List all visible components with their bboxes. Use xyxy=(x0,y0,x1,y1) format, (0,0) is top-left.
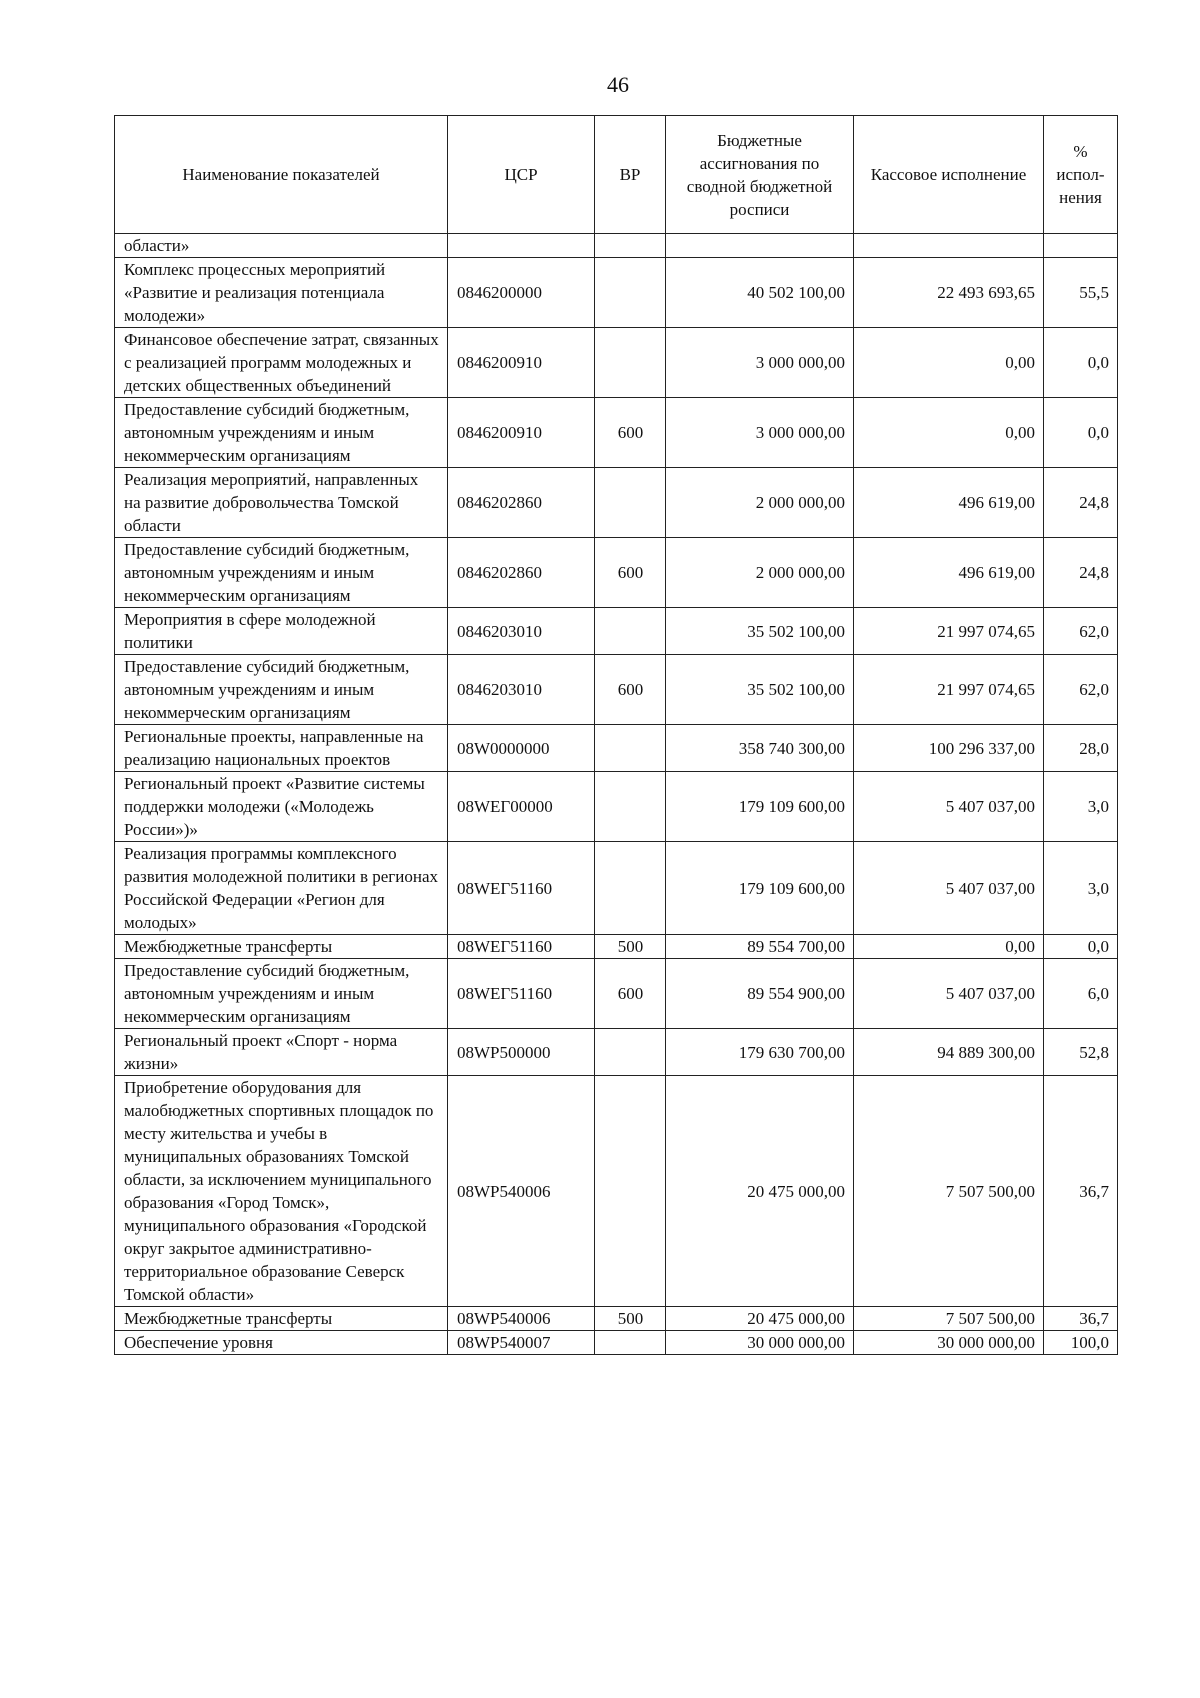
table-row xyxy=(115,772,1118,842)
row-csr: 0846202860 xyxy=(448,538,595,608)
row-vr: 500 xyxy=(595,935,666,959)
row-pct: 3,0 xyxy=(1044,772,1118,842)
row-vr: 600 xyxy=(595,538,666,608)
row-name: Предоставление субсидий бюджетным, автономным учреждениям и иным некоммерческим организациям xyxy=(115,538,448,608)
row-exec: 7 507 500,00 xyxy=(854,1076,1044,1307)
row-csr: 08W0000000 xyxy=(448,725,595,772)
row-pct: 0,0 xyxy=(1044,935,1118,959)
row-csr: 0846200910 xyxy=(448,398,595,468)
table-row xyxy=(115,398,1118,468)
budget-table xyxy=(114,115,1118,1355)
row-alloc: 40 502 100,00 xyxy=(666,258,854,328)
header-name: Наименование показателей xyxy=(115,116,448,234)
row-vr xyxy=(595,1331,666,1355)
row-csr: 0846200910 xyxy=(448,328,595,398)
table-row xyxy=(115,1029,1118,1076)
row-csr: 08WEГ00000 xyxy=(448,772,595,842)
table-row xyxy=(115,328,1118,398)
row-alloc: 179 109 600,00 xyxy=(666,842,854,935)
table-row xyxy=(115,842,1118,935)
row-csr: 0846202860 xyxy=(448,468,595,538)
row-alloc: 3 000 000,00 xyxy=(666,398,854,468)
row-csr: 0846203010 xyxy=(448,655,595,725)
row-vr: 600 xyxy=(595,655,666,725)
row-name: Предоставление субсидий бюджетным, автономным учреждениям и иным некоммерческим организациям xyxy=(115,959,448,1029)
row-vr xyxy=(595,842,666,935)
row-exec: 21 997 074,65 xyxy=(854,655,1044,725)
row-exec: 30 000 000,00 xyxy=(854,1331,1044,1355)
continuation-row xyxy=(115,234,1118,258)
row-exec: 5 407 037,00 xyxy=(854,959,1044,1029)
row-vr: 600 xyxy=(595,959,666,1029)
row-name: Реализация программы комплексного развития молодежной политики в регионах Российской Федерации «Регион для молодых» xyxy=(115,842,448,935)
row-vr xyxy=(595,328,666,398)
row-alloc: 2 000 000,00 xyxy=(666,468,854,538)
row-exec: 496 619,00 xyxy=(854,538,1044,608)
row-name: Комплекс процессных мероприятий «Развитие и реализация потенциала молодежи» xyxy=(115,258,448,328)
table-header-row xyxy=(115,116,1118,234)
row-pct: 28,0 xyxy=(1044,725,1118,772)
row-name: Приобретение оборудования для малобюджетных спортивных площадок по месту жительства и учебы в муниципальных образованиях Томской области, за исключением муниципального образования «Город Томск», муниципального образования «Городской округ закрытое административно-территориальное образование Северск Томской области» xyxy=(115,1076,448,1307)
row-vr xyxy=(595,1076,666,1307)
row-pct: 62,0 xyxy=(1044,608,1118,655)
row-csr: 08WP540006 xyxy=(448,1076,595,1307)
row-exec: 496 619,00 xyxy=(854,468,1044,538)
header-csr: ЦСР xyxy=(448,116,595,234)
row-alloc: 2 000 000,00 xyxy=(666,538,854,608)
continuation-text: области» xyxy=(115,234,448,258)
table-row xyxy=(115,468,1118,538)
row-exec: 0,00 xyxy=(854,935,1044,959)
row-csr: 08WP540006 xyxy=(448,1307,595,1331)
row-exec: 94 889 300,00 xyxy=(854,1029,1044,1076)
row-pct: 100,0 xyxy=(1044,1331,1118,1355)
row-pct: 36,7 xyxy=(1044,1076,1118,1307)
row-name: Предоставление субсидий бюджетным, автономным учреждениям и иным некоммерческим организациям xyxy=(115,398,448,468)
table-row xyxy=(115,608,1118,655)
row-pct: 24,8 xyxy=(1044,468,1118,538)
table-row xyxy=(115,538,1118,608)
row-csr: 08WEГ51160 xyxy=(448,842,595,935)
row-exec: 100 296 337,00 xyxy=(854,725,1044,772)
row-alloc: 20 475 000,00 xyxy=(666,1307,854,1331)
row-pct: 0,0 xyxy=(1044,328,1118,398)
header-alloc: Бюджетные ассигнования по сводной бюджетной росписи xyxy=(666,116,854,234)
row-alloc: 358 740 300,00 xyxy=(666,725,854,772)
row-name: Финансовое обеспечение затрат, связанных с реализацией программ молодежных и детских общественных объединений xyxy=(115,328,448,398)
row-name: Обеспечение уровня xyxy=(115,1331,448,1355)
table-row xyxy=(115,1331,1118,1355)
row-exec: 0,00 xyxy=(854,328,1044,398)
row-alloc: 179 630 700,00 xyxy=(666,1029,854,1076)
row-exec: 5 407 037,00 xyxy=(854,842,1044,935)
table-row xyxy=(115,1307,1118,1331)
row-csr: 08WP500000 xyxy=(448,1029,595,1076)
row-pct: 0,0 xyxy=(1044,398,1118,468)
row-name: Мероприятия в сфере молодежной политики xyxy=(115,608,448,655)
table-row xyxy=(115,725,1118,772)
row-pct: 52,8 xyxy=(1044,1029,1118,1076)
row-name: Реализация мероприятий, направленных на развитие добровольчества Томской области xyxy=(115,468,448,538)
row-alloc: 35 502 100,00 xyxy=(666,655,854,725)
header-pct: % испол-нения xyxy=(1044,116,1118,234)
row-exec: 0,00 xyxy=(854,398,1044,468)
row-name: Предоставление субсидий бюджетным, автономным учреждениям и иным некоммерческим организациям xyxy=(115,655,448,725)
table-row xyxy=(115,655,1118,725)
row-alloc: 35 502 100,00 xyxy=(666,608,854,655)
row-exec: 7 507 500,00 xyxy=(854,1307,1044,1331)
row-alloc: 30 000 000,00 xyxy=(666,1331,854,1355)
header-exec: Кассовое исполнение xyxy=(854,116,1044,234)
row-alloc: 179 109 600,00 xyxy=(666,772,854,842)
header-vr: ВР xyxy=(595,116,666,234)
row-pct: 3,0 xyxy=(1044,842,1118,935)
row-exec: 5 407 037,00 xyxy=(854,772,1044,842)
row-name: Региональный проект «Спорт - норма жизни» xyxy=(115,1029,448,1076)
row-vr xyxy=(595,608,666,655)
row-csr: 08WEГ51160 xyxy=(448,959,595,1029)
row-name: Региональный проект «Развитие системы поддержки молодежи («Молодежь России»)» xyxy=(115,772,448,842)
table-row xyxy=(115,959,1118,1029)
row-name: Межбюджетные трансферты xyxy=(115,935,448,959)
row-vr xyxy=(595,772,666,842)
row-pct: 62,0 xyxy=(1044,655,1118,725)
row-exec: 22 493 693,65 xyxy=(854,258,1044,328)
row-alloc: 89 554 700,00 xyxy=(666,935,854,959)
table-row xyxy=(115,258,1118,328)
row-vr xyxy=(595,258,666,328)
row-csr: 0846200000 xyxy=(448,258,595,328)
row-vr: 500 xyxy=(595,1307,666,1331)
row-pct: 6,0 xyxy=(1044,959,1118,1029)
page-number: 46 xyxy=(607,72,629,97)
row-vr xyxy=(595,1029,666,1076)
row-alloc: 89 554 900,00 xyxy=(666,959,854,1029)
row-vr: 600 xyxy=(595,398,666,468)
row-csr: 08WEГ51160 xyxy=(448,935,595,959)
row-csr: 08WP540007 xyxy=(448,1331,595,1355)
row-alloc: 3 000 000,00 xyxy=(666,328,854,398)
row-csr: 0846203010 xyxy=(448,608,595,655)
row-pct: 55,5 xyxy=(1044,258,1118,328)
row-pct: 24,8 xyxy=(1044,538,1118,608)
row-vr xyxy=(595,725,666,772)
row-exec: 21 997 074,65 xyxy=(854,608,1044,655)
row-vr xyxy=(595,468,666,538)
row-alloc: 20 475 000,00 xyxy=(666,1076,854,1307)
table-row xyxy=(115,935,1118,959)
row-name: Региональные проекты, направленные на реализацию национальных проектов xyxy=(115,725,448,772)
row-pct: 36,7 xyxy=(1044,1307,1118,1331)
row-name: Межбюджетные трансферты xyxy=(115,1307,448,1331)
table-row xyxy=(115,1076,1118,1307)
